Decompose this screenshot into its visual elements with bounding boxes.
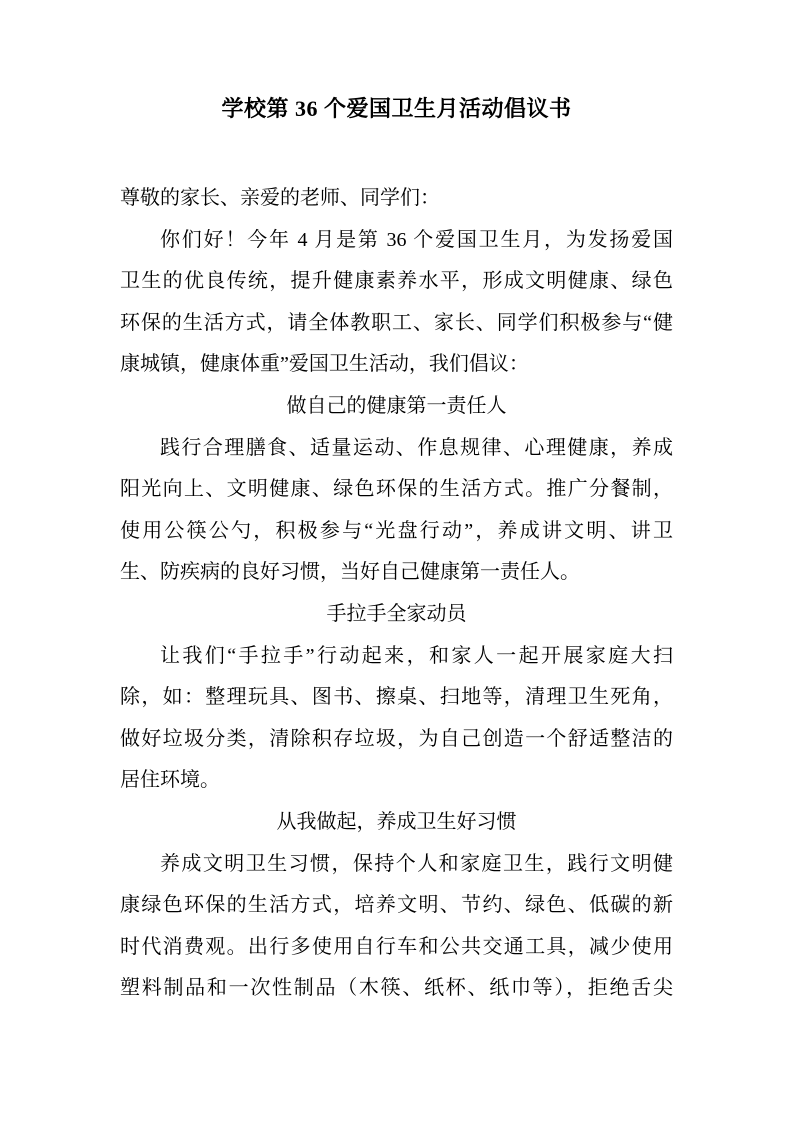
paragraph-line: 让我们“手拉手”行动起来，和家人一起开展家庭大扫 (160, 644, 673, 667)
document-body (120, 220, 673, 1010)
paragraph-line: 做好垃圾分类，清除积存垃圾，为自己创造一个舒适整洁的 (120, 727, 673, 750)
paragraph-line: 践行合理膳食、适量运动、作息规律、心理健康，养成 (160, 436, 673, 459)
paragraph-line: 居住环境。 (120, 769, 220, 792)
section-heading: 从我做起，养成卫生好习惯 (276, 810, 517, 833)
paragraph-line: 养成文明卫生习惯，保持个人和家庭卫生，践行文明健 (160, 852, 673, 875)
paragraph-line: 阳光向上、文明健康、绿色环保的生活方式。推广分餐制， (120, 478, 673, 501)
section-heading: 手拉手全家动员 (326, 602, 467, 625)
paragraph-line: 康绿色环保的生活方式，培养文明、节约、绿色、低碳的新 (120, 894, 673, 917)
paragraph-line: 你们好！今年 4 月是第 36 个爱国卫生月，为发扬爱国 (160, 228, 673, 251)
paragraph-line: 塑料制品和一次性制品（木筷、纸杯、纸巾等），拒绝舌尖 (120, 977, 673, 1000)
section-heading: 做自己的健康第一责任人 (286, 394, 507, 417)
document-title: 学校第 36 个爱国卫生月活动倡议书 (221, 96, 572, 121)
paragraph-line: 使用公筷公勺，积极参与“光盘行动”，养成讲文明、讲卫 (120, 519, 673, 542)
paragraph-line: 卫生的优良传统，提升健康素养水平，形成文明健康、绿色 (120, 270, 673, 293)
paragraph-line: 生、防疾病的良好习惯，当好自己健康第一责任人。 (120, 561, 580, 584)
paragraph-line: 环保的生活方式，请全体教职工、家长、同学们积极参与“健 (120, 311, 673, 334)
paragraph-line: 时代消费观。出行多使用自行车和公共交通工具，减少使用 (120, 935, 673, 958)
paragraph-line: 康城镇，健康体重”爱国卫生活动，我们倡议： (120, 353, 529, 376)
title-spacer (120, 130, 673, 178)
salutation: 尊敬的家长、亲爱的老师、同学们： (120, 187, 440, 209)
paragraph-line: 除，如：整理玩具、图书、擦桌、扫地等，清理卫生死角， (120, 686, 673, 709)
